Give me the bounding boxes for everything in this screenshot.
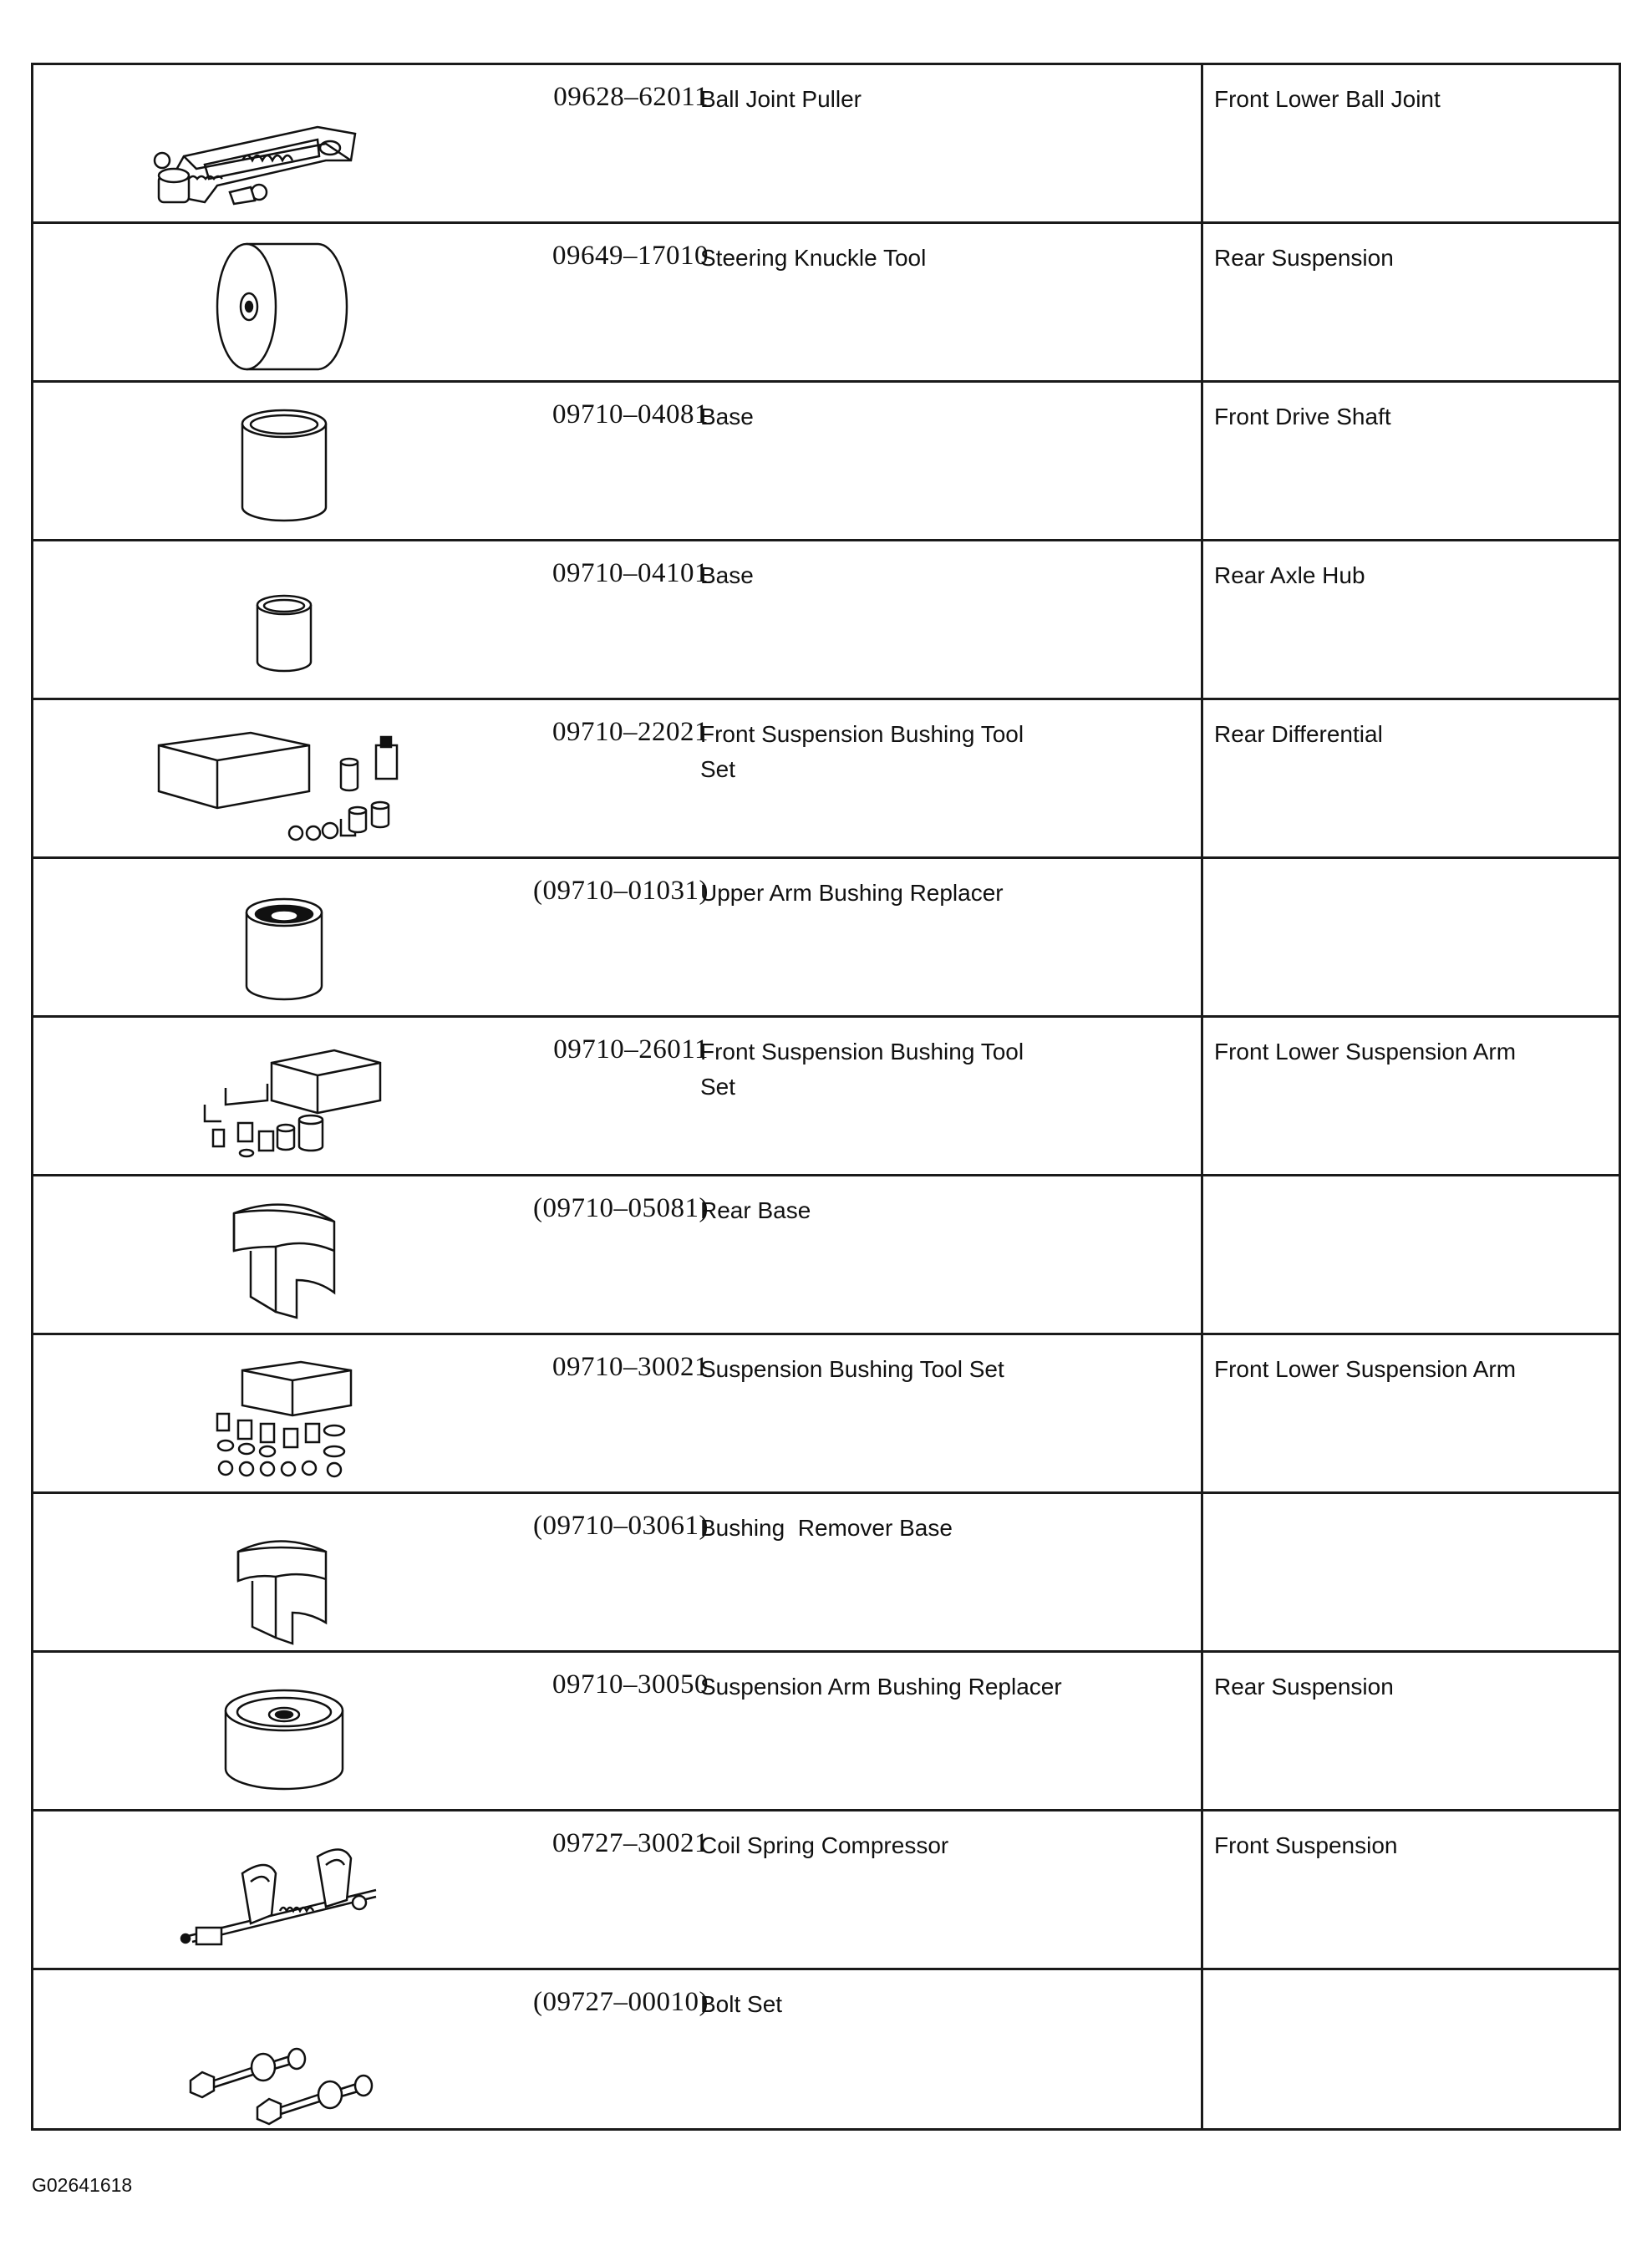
bushing-tool-set-icon bbox=[125, 1029, 409, 1163]
bushing-tool-set-icon bbox=[125, 712, 409, 846]
table-row bbox=[33, 1493, 1620, 1652]
use-cell bbox=[1202, 1493, 1620, 1652]
tool-name: Front Suspension Bushing Tool Set bbox=[700, 1039, 1024, 1100]
table-row bbox=[33, 1334, 1620, 1493]
coil-spring-compressor-icon bbox=[125, 1823, 409, 1957]
tool-use: Rear Suspension bbox=[1214, 245, 1394, 271]
tool-cell bbox=[33, 1334, 1202, 1493]
tool-name: Base bbox=[700, 404, 754, 429]
part-number: 09710–04101 bbox=[552, 558, 709, 588]
tool-cell bbox=[33, 1969, 1202, 2130]
part-number: (09710–03061) bbox=[533, 1511, 709, 1541]
tool-name: Steering Knuckle Tool bbox=[700, 245, 927, 271]
use-cell bbox=[1202, 1017, 1620, 1176]
use-cell bbox=[1202, 1811, 1620, 1969]
tool-name: Suspension Bushing Tool Set bbox=[700, 1356, 1004, 1382]
use-cell bbox=[1202, 382, 1620, 541]
tool-name: Base bbox=[700, 562, 754, 588]
part-number: (09710–01031) bbox=[533, 876, 709, 906]
table-row bbox=[33, 858, 1620, 1017]
part-number: 09710–30050 bbox=[552, 1669, 709, 1700]
tool-cell bbox=[33, 1176, 1202, 1334]
tool-name: Front Suspension Bushing Tool Set bbox=[700, 721, 1024, 782]
use-cell bbox=[1202, 858, 1620, 1017]
table-row bbox=[33, 1811, 1620, 1969]
bushing-replacer-icon bbox=[125, 871, 409, 1004]
tool-name: Suspension Arm Bushing Replacer bbox=[700, 1674, 1062, 1700]
tool-use: Front Drive Shaft bbox=[1214, 404, 1391, 429]
tool-use: Front Lower Suspension Arm bbox=[1214, 1356, 1517, 1382]
tool-use: Front Lower Ball Joint bbox=[1214, 86, 1441, 112]
part-number: (09727–00010) bbox=[533, 1987, 709, 2017]
table-row bbox=[33, 1652, 1620, 1811]
part-number: (09710–05081) bbox=[533, 1193, 709, 1223]
base-cylinder-icon bbox=[125, 394, 409, 528]
tool-name: Ball Joint Puller bbox=[700, 86, 862, 112]
table-row bbox=[33, 541, 1620, 699]
use-cell bbox=[1202, 223, 1620, 382]
use-cell bbox=[1202, 541, 1620, 699]
tool-cell bbox=[33, 699, 1202, 858]
table-row bbox=[33, 223, 1620, 382]
part-number: 09710–04081 bbox=[552, 399, 709, 429]
tool-name: Coil Spring Compressor bbox=[700, 1832, 949, 1858]
figure-id: G02641618 bbox=[32, 2174, 133, 2196]
part-number: 09649–17010 bbox=[552, 241, 709, 271]
half-cylinder-base-icon bbox=[125, 1506, 409, 1639]
part-number: 09710–30021 bbox=[552, 1352, 709, 1382]
tool-use: Rear Suspension bbox=[1214, 1674, 1394, 1700]
special-tools-table bbox=[31, 63, 1621, 2131]
tool-cell bbox=[33, 382, 1202, 541]
small-base-cylinder-icon bbox=[125, 553, 409, 687]
tool-name: Bolt Set bbox=[700, 1991, 783, 2017]
bolt-set-icon bbox=[125, 1982, 409, 2116]
table-row bbox=[33, 1017, 1620, 1176]
use-cell bbox=[1202, 64, 1620, 223]
part-number: 09710–22021 bbox=[552, 717, 709, 747]
tool-use: Rear Differential bbox=[1214, 721, 1383, 747]
part-number: 09628–62011 bbox=[553, 82, 709, 112]
table-row bbox=[33, 699, 1620, 858]
table-row bbox=[33, 1176, 1620, 1334]
use-cell bbox=[1202, 1176, 1620, 1334]
tool-use: Front Lower Suspension Arm bbox=[1214, 1039, 1517, 1065]
table-row bbox=[33, 382, 1620, 541]
use-cell bbox=[1202, 1969, 1620, 2130]
arm-bushing-replacer-icon bbox=[125, 1664, 409, 1798]
tool-cell bbox=[33, 1493, 1202, 1652]
use-cell bbox=[1202, 699, 1620, 858]
half-cylinder-base-icon bbox=[125, 1188, 409, 1322]
tool-name: Rear Base bbox=[700, 1197, 811, 1223]
tool-name: Bushing Remover Base bbox=[700, 1515, 953, 1541]
ball-joint-puller-icon bbox=[125, 77, 409, 211]
tool-name: Upper Arm Bushing Replacer bbox=[700, 880, 1004, 906]
bushing-tool-set-icon bbox=[125, 1347, 409, 1481]
tool-use: Rear Axle Hub bbox=[1214, 562, 1365, 588]
part-number: 09727–30021 bbox=[552, 1828, 709, 1858]
tool-cell bbox=[33, 1652, 1202, 1811]
table-row bbox=[33, 64, 1620, 223]
tool-cell bbox=[33, 1811, 1202, 1969]
use-cell bbox=[1202, 1652, 1620, 1811]
part-number: 09710–26011 bbox=[553, 1034, 709, 1065]
tool-cell bbox=[33, 858, 1202, 1017]
steering-knuckle-tool-icon bbox=[125, 236, 409, 369]
tool-use: Front Suspension bbox=[1214, 1832, 1398, 1858]
use-cell bbox=[1202, 1334, 1620, 1493]
tool-cell bbox=[33, 1017, 1202, 1176]
table-row bbox=[33, 1969, 1620, 2130]
tool-cell bbox=[33, 223, 1202, 382]
tool-cell bbox=[33, 541, 1202, 699]
tool-cell bbox=[33, 64, 1202, 223]
